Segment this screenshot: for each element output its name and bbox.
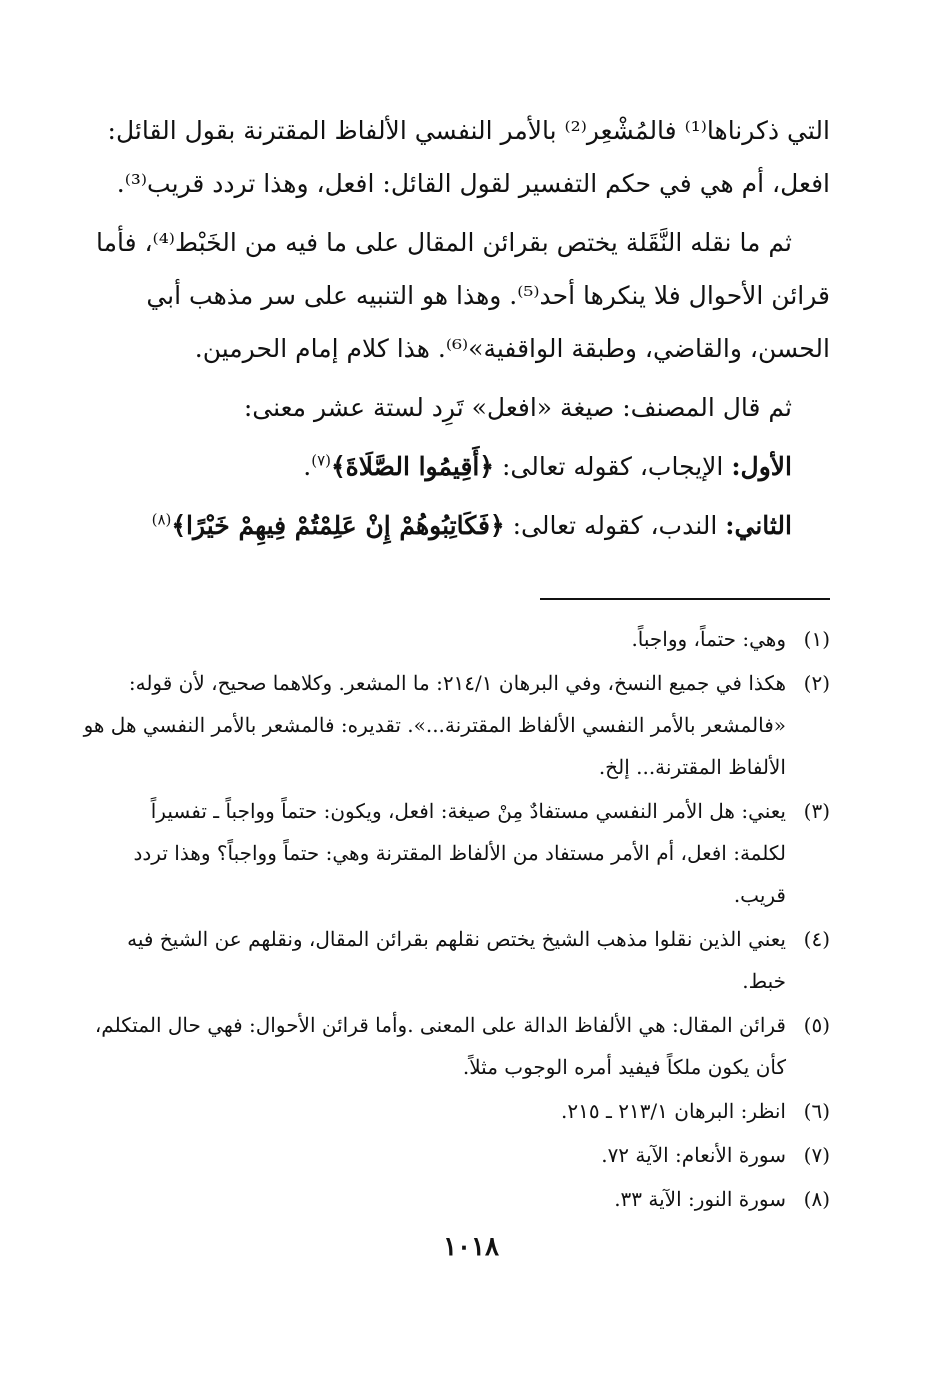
footnote-number: (٥) (803, 1013, 830, 1037)
page-number: ١٠١٨ (443, 1232, 499, 1262)
quran-verse: ﴿أَقِيمُوا الصَّلَاةَ﴾ (331, 452, 495, 481)
text-line: ثم قال المصنف: صيغة «افعل» تَرِد لستة عشر معنى: (243, 393, 792, 422)
footnote-4 (118, 918, 830, 1002)
footnote-number: (٢) (803, 671, 830, 695)
footnote-line: سورة الأنعام: الآية ٧٢. (601, 1143, 786, 1167)
footnote-number: (٨) (803, 1187, 830, 1211)
footnote-line: خبط. (742, 969, 786, 993)
quran-verse: ﴿فَكَاتِبُوهُمْ إِنْ عَلِمْتُمْ فِيهِمْ خَيْرًا﴾ (171, 511, 505, 540)
footnote-line: يعني الذين نقلوا مذهب الشيخ يختص نقلهم بقرائن المقال، ونقلهم عن الشيخ فيه (127, 927, 786, 951)
paragraph-text: الإيجاب، كقوله تعالى: (494, 452, 732, 481)
footnotes (83, 618, 830, 1222)
paragraph-second-meaning (118, 499, 830, 552)
footnote-3 (118, 790, 830, 916)
footnote-line: وهي: حتماً، وواجباً. (631, 627, 786, 651)
footnote-line: سورة النور: الآية ٣٣. (614, 1187, 786, 1211)
punctuation: . (303, 452, 312, 481)
text-line (118, 499, 830, 552)
footnote-text (95, 1004, 786, 1088)
text-line: افعل، أم هي في حكم التفسير لقول القائل: افعل، وهذا تردد قريب⁽³⁾. (116, 169, 830, 198)
text-line: قرائن الأحوال فلا ينكرها أحد⁽⁵⁾. وهذا هو التنبيه على سر مذهب أبي (146, 281, 830, 310)
footnote-line: قريب. (733, 883, 786, 907)
footnote-2 (83, 662, 830, 788)
footnote-number: (١) (803, 627, 830, 651)
footnote-number: (٦) (803, 1099, 830, 1123)
text-line: الحسن، والقاضي، وطبقة الواقفية»⁽⁶⁾. هذا كلام إمام الحرمين. (194, 334, 830, 363)
footnote-ref[interactable]: (٨) (151, 510, 172, 529)
text-line (118, 440, 830, 493)
footnote-line: قرائن المقال: هي الألفاظ الدالة على المعنى .وأما قرائن الأحوال: فهي حال المتكلم، (94, 1013, 786, 1037)
footnote-8 (118, 1178, 830, 1220)
paragraph-first-meaning (118, 440, 830, 493)
footnote-text (118, 1090, 786, 1132)
main-text (95, 104, 830, 552)
footnote-line: «فالمشعر بالأمر النفسي الألفاظ المقترنة...». تقديره: فالمشعر بالأمر النفسي هل هو (83, 713, 786, 737)
lead-word: الأول: (731, 452, 792, 481)
paragraph-text: الندب، كقوله تعالى: (504, 511, 726, 540)
footnote-7 (118, 1134, 830, 1176)
footnote-separator (540, 598, 830, 600)
text-line: ثم ما نقله النَّقَلة يختص بقرائن المقال على ما فيه من الخَبْط⁽⁴⁾، فأما (95, 228, 792, 257)
paragraph-3 (118, 381, 830, 434)
footnote-1 (118, 618, 830, 660)
paragraph-2 (95, 216, 830, 375)
footnote-text (84, 662, 786, 788)
footnote-line: هكذا في جميع النسخ، وفي البرهان ٢١٤/١: ما المشعر. وكلاهما صحيح، لأن قوله: (128, 671, 786, 695)
footnote-line: الألفاظ المقترنة... إلخ. (598, 755, 786, 779)
footnote-line: كأن يكون ملكاً فيفيد أمره الوجوب مثلاً. (462, 1055, 786, 1079)
footnote-5 (94, 1004, 830, 1088)
footnote-6 (118, 1090, 830, 1132)
footnote-line: انظر: البرهان ٢١٣/١ ـ ٢١٥. (561, 1099, 786, 1123)
footnote-number: (٣) (803, 799, 830, 823)
footnote-text (118, 1178, 786, 1220)
footnote-number: (٤) (803, 927, 830, 951)
footnote-line: لكلمة: افعل، أم الأمر مستفاد من الألفاظ المقترنة وهي: حتماً وواجباً؟ وهذا تردد (133, 841, 786, 865)
footnote-text (118, 918, 786, 1002)
paragraph-1 (107, 104, 830, 210)
text-line: التي ذكرناها⁽¹⁾ فالمُشْعِر⁽²⁾ بالأمر النفسي الألفاظ المقترنة بقول القائل: (107, 116, 830, 145)
footnote-number: (٧) (803, 1143, 830, 1167)
lead-word: الثاني: (725, 511, 792, 540)
footnote-text (118, 618, 786, 660)
footnote-text (118, 1134, 786, 1176)
footnote-text (118, 790, 786, 916)
footnote-line: يعني: هل الأمر النفسي مستفادٌ مِنْ صيغة: افعل، ويكون: حتماً وواجباً ـ تفسيراً (150, 799, 786, 823)
footnote-ref[interactable]: (٧) (311, 451, 331, 470)
